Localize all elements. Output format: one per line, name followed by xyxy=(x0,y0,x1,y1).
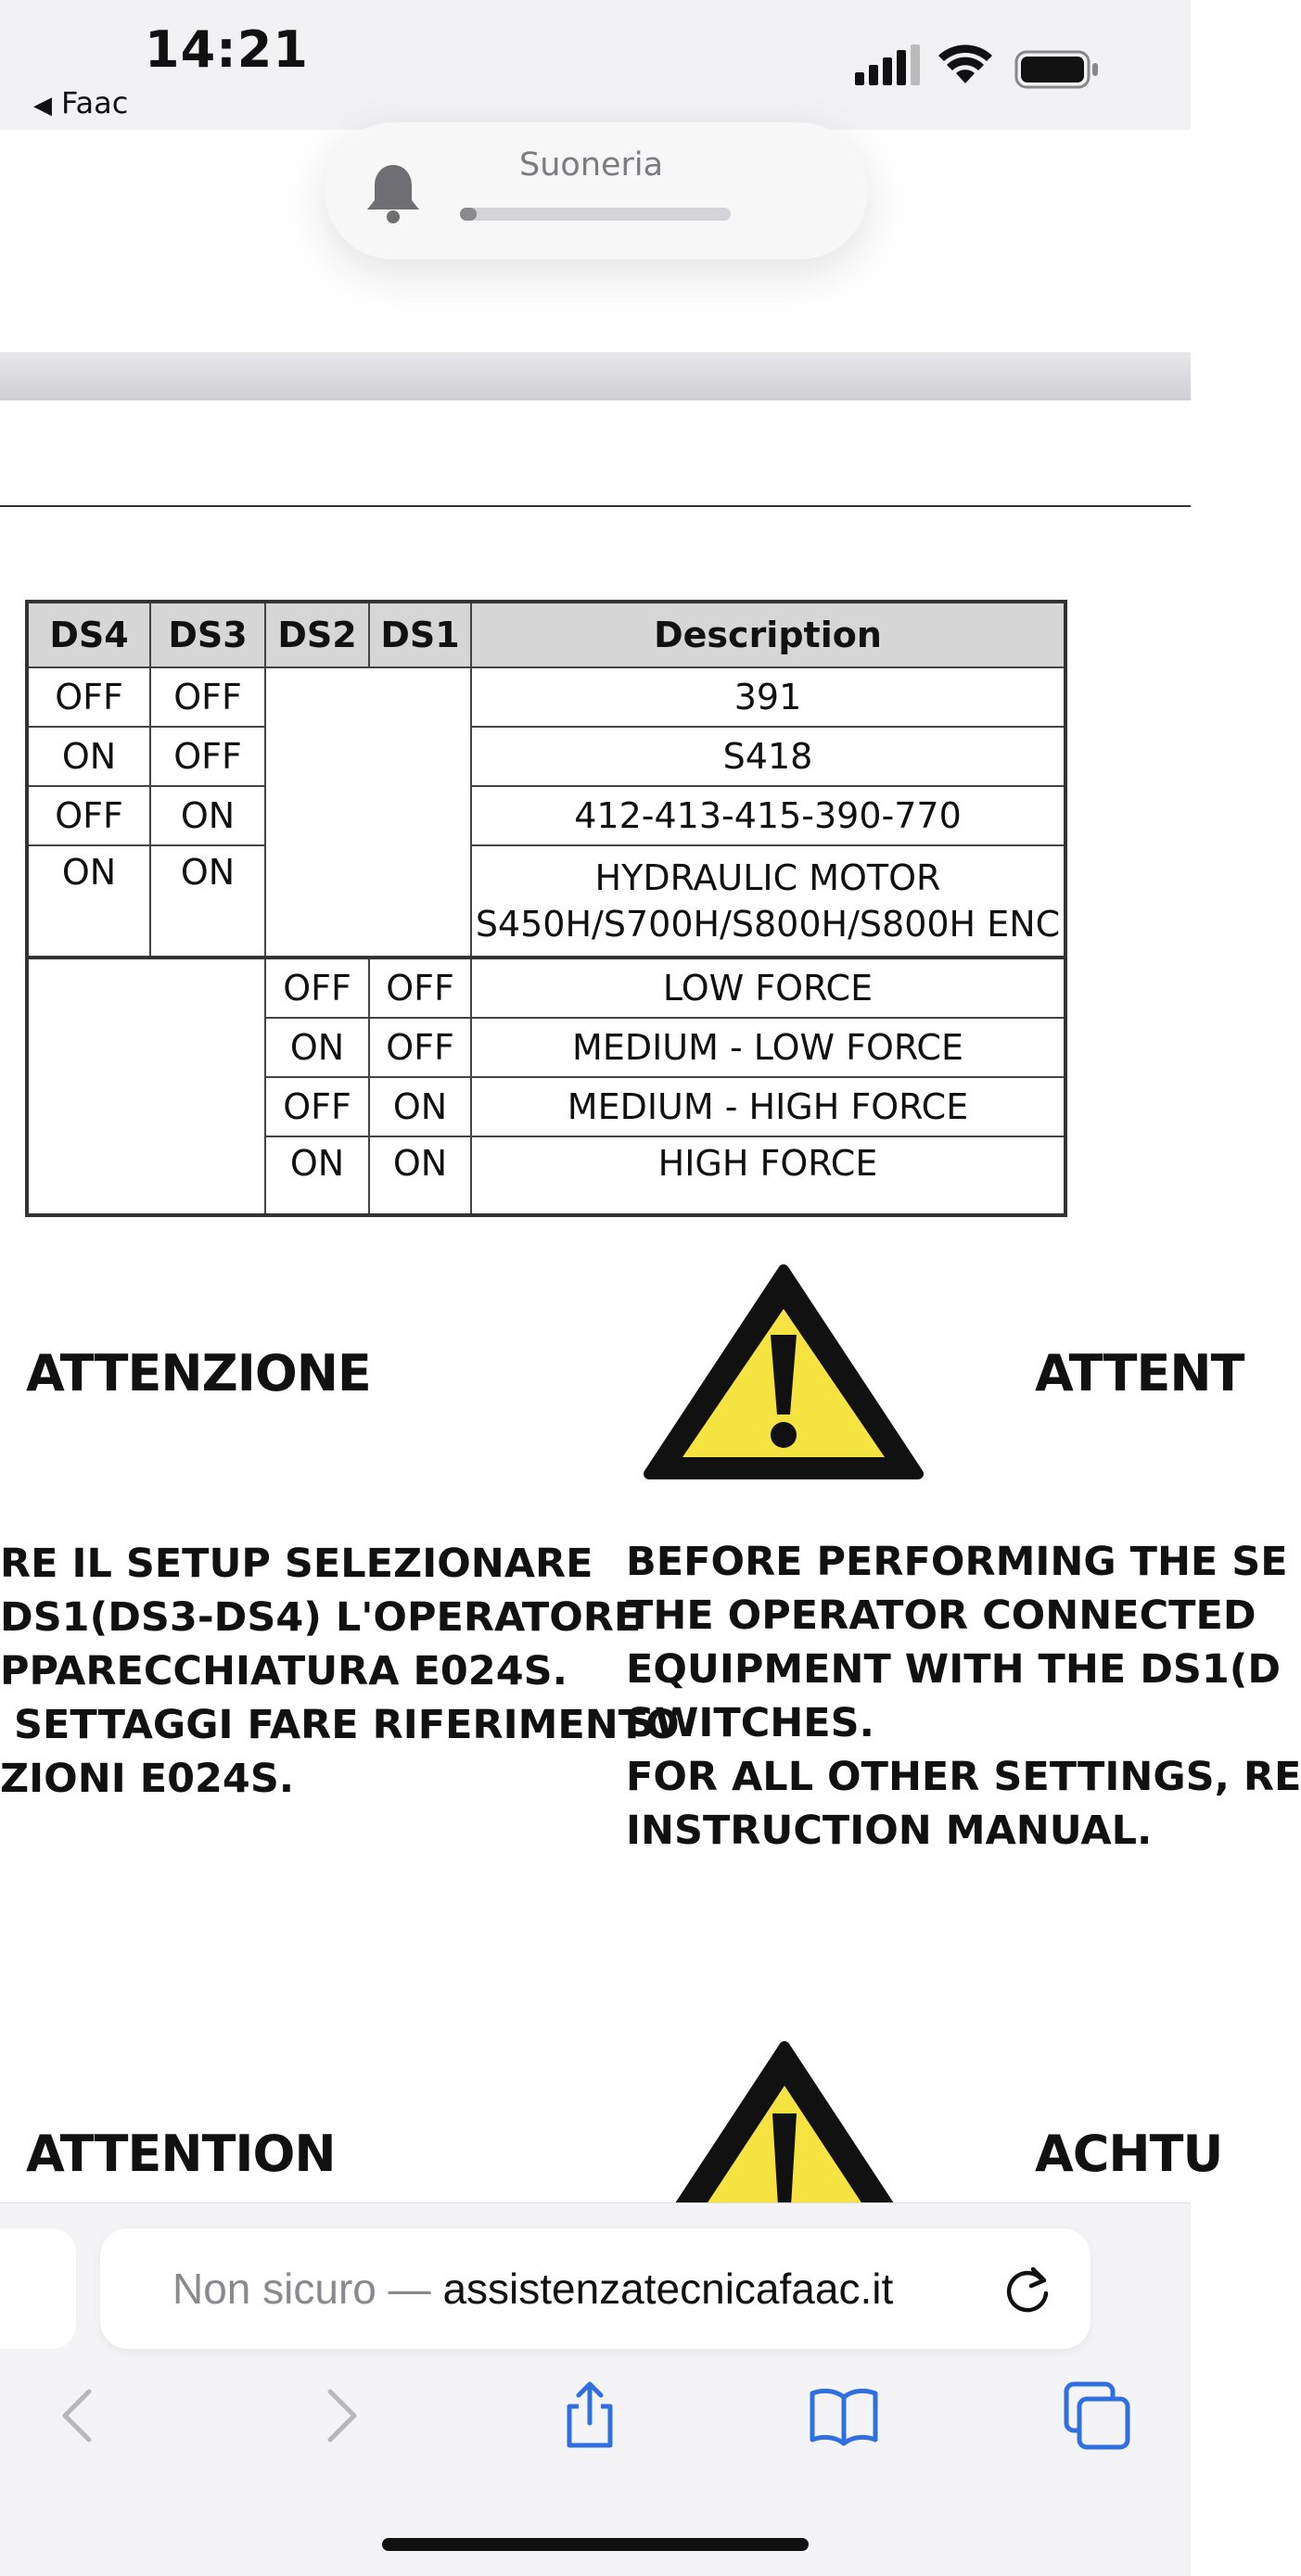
back-button[interactable] xyxy=(43,2379,117,2453)
cell-ds1: OFF xyxy=(369,958,471,1018)
cell-description: HIGH FORCE xyxy=(471,1136,1065,1215)
italian-warning-text xyxy=(0,1537,680,1806)
forward-button[interactable] xyxy=(302,2379,376,2453)
attenzione-heading: ATTENZIONE xyxy=(26,1344,371,1402)
cell-ds2: OFF xyxy=(265,958,369,1018)
cell-ds3: OFF xyxy=(150,667,265,727)
volume-label: Suoneria xyxy=(519,146,664,184)
back-triangle-icon: ◀ xyxy=(33,92,52,120)
table-row xyxy=(27,786,1065,845)
text-line: FOR ALL OTHER SETTINGS, RE xyxy=(626,1754,1301,1800)
text-line: DS1(DS3-DS4) L'OPERATORE xyxy=(0,1594,642,1641)
text-line: PPARECCHIATURA E024S. xyxy=(0,1648,568,1694)
url-text xyxy=(172,2264,893,2314)
cell-description: S418 xyxy=(471,727,1065,786)
warning-triangle-icon xyxy=(640,1261,927,1485)
signal-icon xyxy=(855,44,922,89)
text-line: INSTRUCTION MANUAL. xyxy=(626,1808,1153,1854)
warning-triangle-icon xyxy=(664,2039,905,2206)
cell-ds4: ON xyxy=(27,727,150,786)
cell-ds3: ON xyxy=(150,845,265,958)
text-line: EQUIPMENT WITH THE DS1(D xyxy=(626,1646,1282,1693)
dip-switch-table xyxy=(25,600,1067,1217)
text-line: SWITCHES. xyxy=(626,1700,874,1746)
description-line-1: HYDRAULIC MOTOR xyxy=(594,857,941,898)
volume-hud xyxy=(325,122,868,260)
cell-ds1: ON xyxy=(369,1136,471,1215)
header-ds1: DS1 xyxy=(369,602,471,667)
url-domain: assistenzatecnicafaac.it xyxy=(442,2265,894,2313)
clock: 14:21 xyxy=(145,20,309,79)
english-warning-text xyxy=(626,1535,1301,1858)
cell-ds4: OFF xyxy=(27,667,150,727)
address-bar[interactable] xyxy=(100,2228,1091,2349)
security-label: Non sicuro — xyxy=(172,2265,443,2313)
table-row xyxy=(27,727,1065,786)
back-to-app-link[interactable] xyxy=(33,85,128,121)
cell-ds1: OFF xyxy=(369,1018,471,1077)
table-row xyxy=(27,845,1065,958)
text-line: RE IL SETUP SELEZIONARE xyxy=(0,1541,593,1587)
description-line-2: S450H/S700H/S800H/S800H ENC xyxy=(475,904,1061,945)
volume-level-fill xyxy=(460,208,477,221)
previous-tab-peek[interactable] xyxy=(0,2228,76,2349)
cell-description: 412-413-415-390-770 xyxy=(471,786,1065,845)
back-app-label: Faac xyxy=(61,85,129,121)
toolbar-shadow-band xyxy=(0,352,1191,400)
share-button[interactable] xyxy=(553,2379,627,2453)
battery-icon xyxy=(1014,50,1100,89)
empty-cell xyxy=(27,958,265,1215)
cell-ds3: ON xyxy=(150,786,265,845)
attention-heading: ATTENTION xyxy=(26,2125,336,2183)
text-line: THE OPERATOR CONNECTED xyxy=(626,1593,1256,1639)
cell-description: 391 xyxy=(471,667,1065,727)
header-ds4: DS4 xyxy=(27,602,150,667)
reload-icon[interactable] xyxy=(1000,2262,1055,2317)
status-bar xyxy=(0,0,1191,130)
text-line: ZIONI E024S. xyxy=(0,1756,295,1802)
horizontal-rule xyxy=(0,505,1191,507)
achtung-heading: ACHTU xyxy=(1035,2125,1223,2183)
cell-ds2: ON xyxy=(265,1018,369,1077)
cell-description: MEDIUM - HIGH FORCE xyxy=(471,1077,1065,1136)
table-row xyxy=(27,958,1065,1018)
header-description: Description xyxy=(471,602,1065,667)
cell-description: LOW FORCE xyxy=(471,958,1065,1018)
tabs-button[interactable] xyxy=(1059,2379,1133,2453)
cell-ds2: ON xyxy=(265,1136,369,1215)
table-row xyxy=(27,667,1065,727)
bell-icon xyxy=(362,159,425,224)
cell-description xyxy=(471,845,1065,958)
cell-ds3: OFF xyxy=(150,727,265,786)
cell-ds4: ON xyxy=(27,845,150,958)
home-indicator[interactable] xyxy=(382,2538,809,2551)
text-line: BEFORE PERFORMING THE SE xyxy=(626,1539,1288,1585)
empty-cell xyxy=(265,667,471,958)
table-header-row xyxy=(27,602,1065,667)
header-ds3: DS3 xyxy=(150,602,265,667)
attention-heading-right: ATTENT xyxy=(1035,1344,1244,1402)
cell-ds1: ON xyxy=(369,1077,471,1136)
header-ds2: DS2 xyxy=(265,602,369,667)
cell-ds2: OFF xyxy=(265,1077,369,1136)
bookmarks-button[interactable] xyxy=(807,2379,881,2453)
wifi-icon xyxy=(937,43,994,87)
cell-description: MEDIUM - LOW FORCE xyxy=(471,1018,1065,1077)
cell-ds4: OFF xyxy=(27,786,150,845)
text-line: SETTAGGI FARE RIFERIMENTO xyxy=(0,1702,680,1748)
volume-slider[interactable] xyxy=(460,208,731,221)
